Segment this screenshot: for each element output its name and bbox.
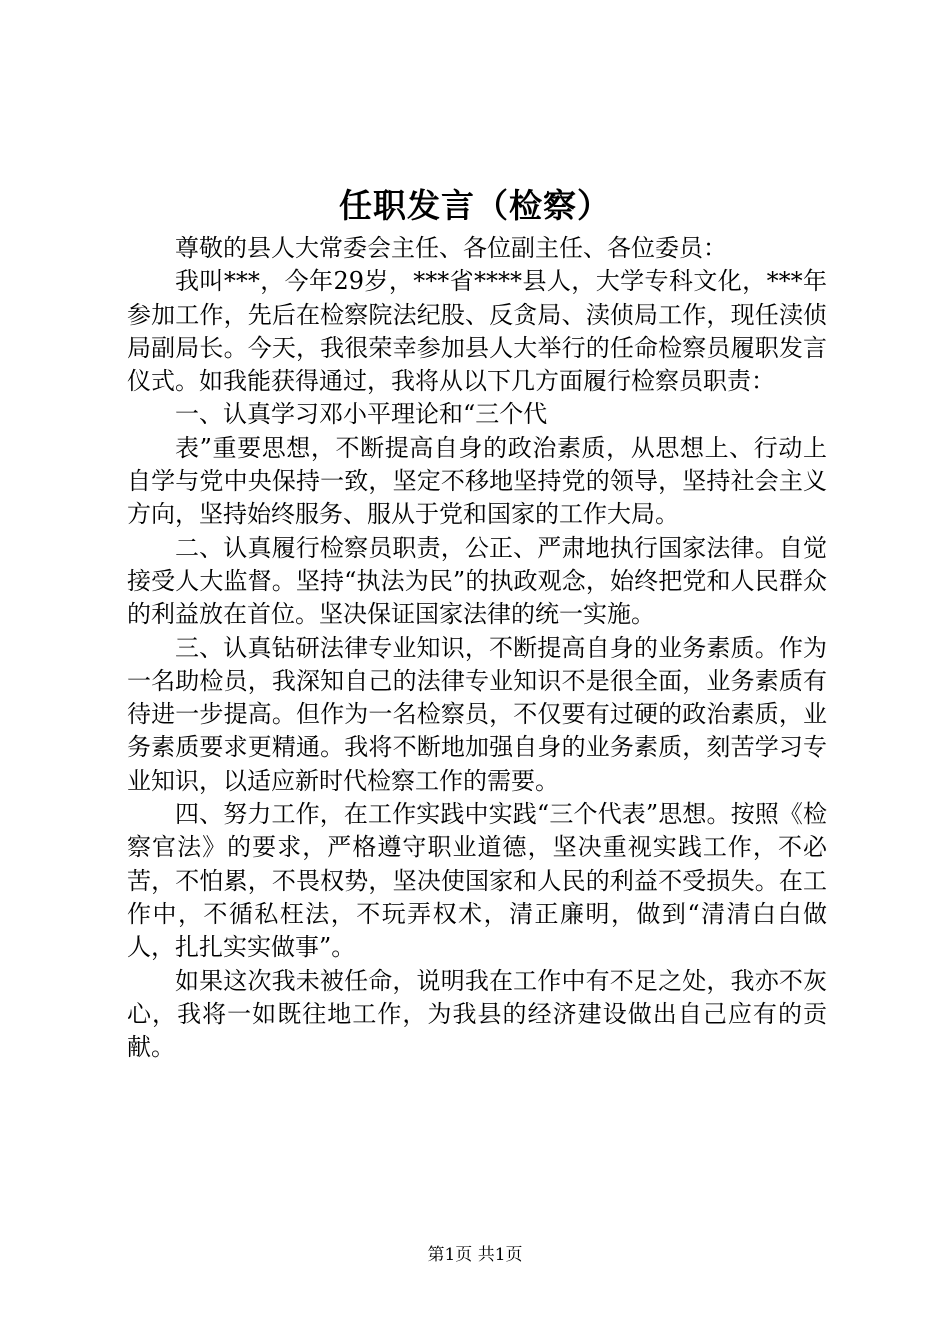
page-number-footer: 第1页 共1页 — [427, 1245, 523, 1265]
document-title: 任职发言（检察） — [339, 186, 611, 225]
point-three-paragraph: 三、认真钻研法律专业知识，不断提高自身的业务素质。作为一名助检员，我深知自己的法律专业知识不是很全面，业务素质有待进一步提高。但作为一名检察员，不仅要有过硬的政治素质，业务素质要求更精通。我将不断地加强自身的业务素质，刻苦学习专业知识，以适应新时代检察工作的需要。 — [127, 633, 827, 795]
intro-paragraph: 我叫***，今年29岁，***省****县人，大学专科文化，***年参加工作，先后在检察院法纪股、反贪局、渎侦局工作，现任渎侦局副局长。今天，我很荣幸参加县人大举行的任命检察员履职发言仪式。如我能获得通过，我将从以下几方面履行检察员职责： — [127, 267, 827, 396]
point-four-paragraph: 四、努力工作，在工作实践中实践“三个代表”思想。按照《检察官法》的要求，严格遵守职业道德，坚决重视实践工作，不必苦，不怕累，不畏权势，坚决使国家和人民的利益不受损失。在工作中，不循私枉法，不玩弄权术，清正廉明，做到“清清白白做人，扎扎实实做事”。 — [127, 800, 827, 962]
point-one-paragraph: 表”重要思想，不断提高自身的政治素质，从思想上、行动上自学与党中央保持一致，坚定不移地坚持党的领导，坚持社会主义方向，坚持始终服务、服从于党和国家的工作大局。 — [127, 433, 827, 529]
document-body — [127, 232, 827, 1064]
closing-paragraph: 如果这次我未被任命，说明我在工作中有不足之处，我亦不灰心，我将一如既往地工作，为我县的经济建设做出自己应有的贡献。 — [127, 966, 827, 1062]
point-one-heading: 一、认真学习邓小平理论和“三个代 — [175, 400, 548, 429]
point-two-paragraph: 二、认真履行检察员职责，公正、严肃地执行国家法律。自觉接受人大监督。坚持“执法为民”的执政观念，始终把党和人民群众的利益放在首位。坚决保证国家法律的统一实施。 — [127, 533, 827, 629]
salutation-paragraph: 尊敬的县人大常委会主任、各位副主任、各位委员： — [175, 234, 727, 262]
